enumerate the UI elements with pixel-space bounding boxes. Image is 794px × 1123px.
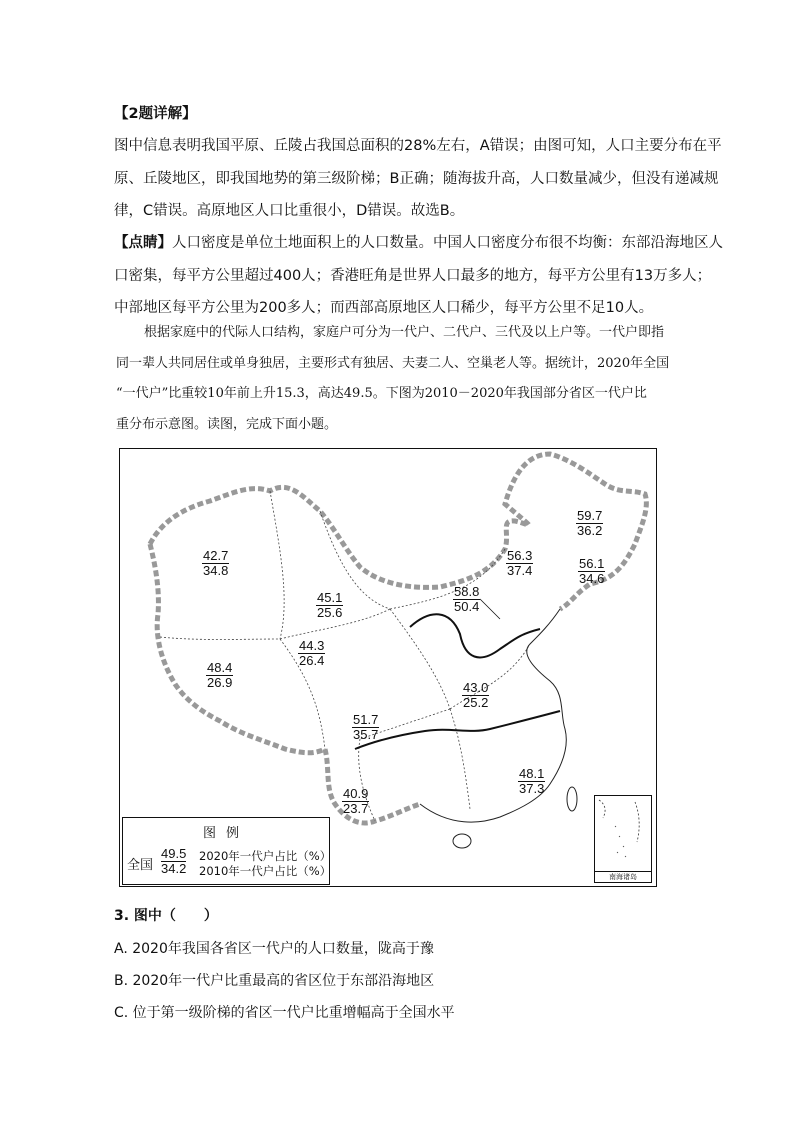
region-value-label: $\frac{56.1}{34.6}$ xyxy=(579,556,605,586)
question-option-a[interactable]: A. 2020年我国各省区一代户的人口数量，陇高于豫 xyxy=(114,941,434,957)
tip-label: 【点睛】 xyxy=(114,235,172,251)
intro-line: 重分布示意图。读图，完成下面小题。 xyxy=(116,416,338,432)
region-value-label: $\frac{45.1}{25.6}$ xyxy=(317,590,343,620)
tip-line: 口密集，每平方公里超过400人；香港旺角是世界人口最多的地方，每平方公里有13万多人； xyxy=(114,267,712,284)
explanation-line: 律，C错误。高原地区人口比重很小，D错误。故选B。 xyxy=(114,203,465,219)
region-value-label: $\frac{59.7}{36.2}$ xyxy=(577,508,603,538)
region-value-label: $\frac{43.0}{25.2}$ xyxy=(463,680,489,710)
explanation-paragraph xyxy=(114,130,722,228)
inset-label: 南海诸岛 xyxy=(595,871,651,882)
question-stem: 3. 图中（ ） xyxy=(114,908,218,924)
explanation-line: 图中信息表明我国平原、丘陵占我国总面积的28%左右，A错误；由图可知，人口主要分布在平 xyxy=(114,138,722,154)
region-value-label: $\frac{58.8}{50.4}$ xyxy=(454,584,480,614)
region-value-label: $\frac{56.3}{37.4}$ xyxy=(507,548,533,578)
tip-line: 人口密度是单位土地面积上的人口数量。中国人口密度分布很不均衡：东部沿海地区人 xyxy=(172,235,723,251)
legend-national-label: 全国 xyxy=(127,858,154,873)
intro-line: “一代户”比重较10年前上升15.3，高达49.5。下图为2010－2020年我国部分省区一代户比 xyxy=(116,386,647,401)
south-china-sea-inset xyxy=(594,795,652,883)
section-heading: 【2题详解】 xyxy=(114,106,197,122)
region-value-label: $\frac{48.1}{37.3}$ xyxy=(519,766,545,796)
region-value-label: $\frac{42.7}{34.8}$ xyxy=(203,548,229,578)
question-option-c[interactable]: C. 位于第一级阶梯的省区一代户比重增幅高于全国水平 xyxy=(114,1005,455,1021)
intro-paragraph xyxy=(116,318,716,440)
legend-desc-2020: 2020年一代户占比（%） xyxy=(199,849,332,863)
legend-national-value: 49.5 34.2 xyxy=(161,846,187,876)
inset-outline xyxy=(595,796,651,870)
region-value-label: $\frac{51.7}{35.7}$ xyxy=(353,712,379,742)
tip-paragraph xyxy=(114,227,723,325)
region-value-label: $\frac{48.4}{26.9}$ xyxy=(207,660,233,690)
region-value-label: $\frac{44.3}{26.4}$ xyxy=(299,638,325,668)
china-map-figure xyxy=(119,448,657,887)
question-option-b[interactable]: B. 2020年一代户比重最高的省区位于东部沿海地区 xyxy=(114,973,435,989)
map-legend xyxy=(122,817,330,885)
intro-line: 同一辈人共同居住或单身独居，主要形式有独居、夫妻二人、空巢老人等。据统计，2020年全国 xyxy=(116,355,670,371)
intro-line: 根据家庭中的代际人口结构，家庭户可分为一代户、二代户、三代及以上户等。一代户即指 xyxy=(144,325,665,340)
tip-line: 中部地区每平方公里为200多人；而西部高原地区人口稀少，每平方公里不足10人。 xyxy=(114,300,654,316)
legend-title: 图例 xyxy=(202,826,249,841)
legend-desc-2010: 2010年一代户占比（%） xyxy=(199,864,332,878)
explanation-line: 原、丘陵地区，即我国地势的第三级阶梯；B正确；随海拔升高，人口数量减少，但没有递减规 xyxy=(114,170,719,187)
region-value-label: $\frac{40.9}{23.7}$ xyxy=(343,786,369,816)
